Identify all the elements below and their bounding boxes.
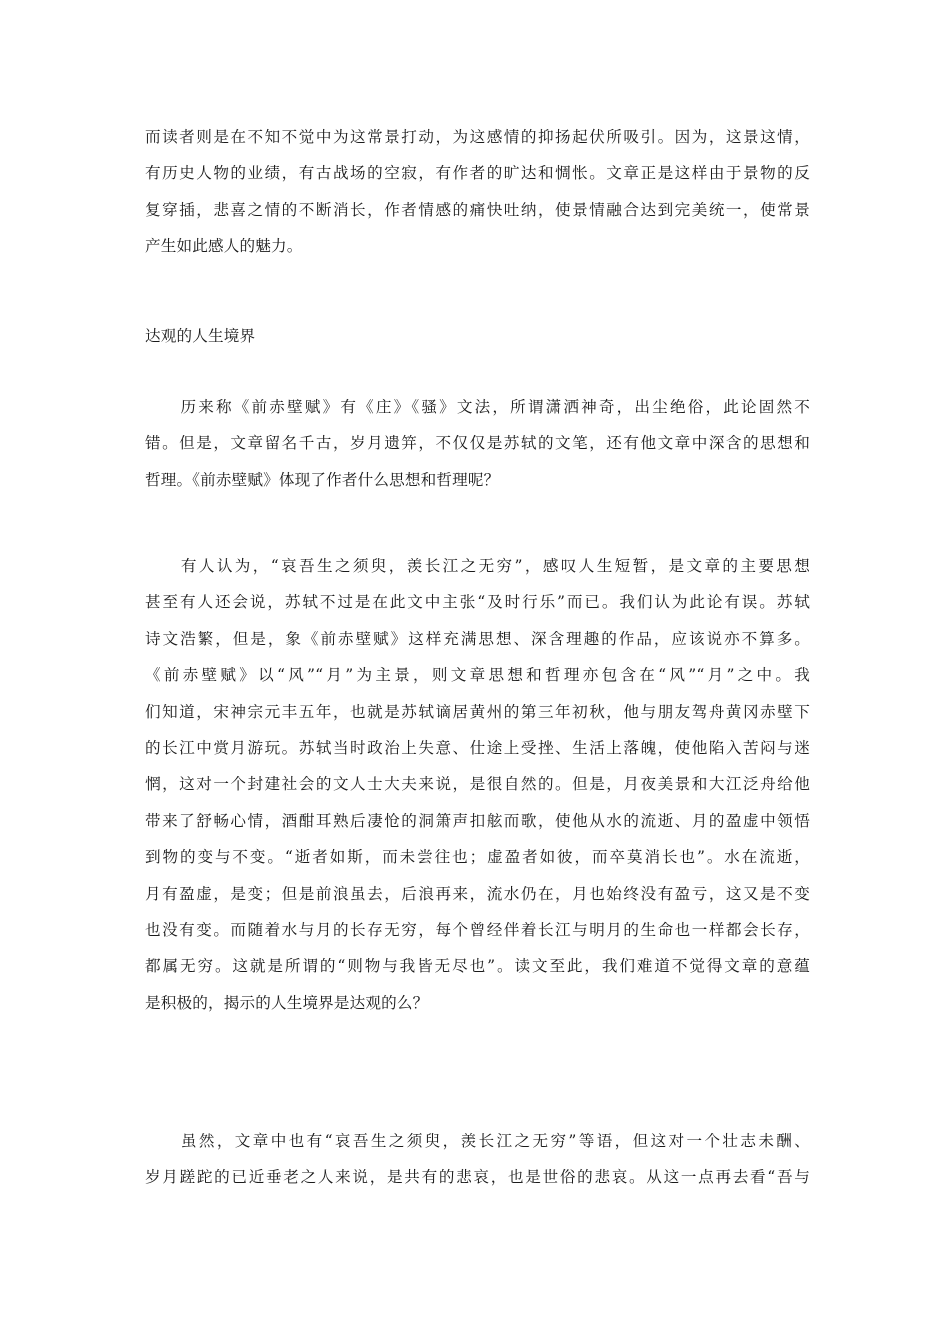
paragraph-line: 的长江中赏月游玩。苏轼当时政治上失意、仕途上受挫、生活上落魄，使他陷入苦闷与迷 — [145, 739, 810, 758]
paragraph-4 — [145, 1123, 810, 1196]
paragraph-line: 复穿插，悲喜之情的不断消长，作者情感的痛快吐纳，使景情融合达到完美统一，使常景 — [145, 200, 810, 219]
paragraph-line: 诗文浩繁，但是，象《前赤壁赋》这样充满思想、深含理趣的作品，应该说亦不算多。 — [145, 629, 810, 648]
paragraph-3 — [145, 548, 810, 1021]
paragraph-line: 而读者则是在不知不觉中为这常景打动，为这感情的抑扬起伏所吸引。因为，这景这情， — [145, 128, 810, 146]
paragraph-line: 带来了舒畅心情，酒酣耳熟后凄怆的洞箫声扣舷而歌，使他从水的流逝、月的盈虚中领悟 — [145, 811, 810, 830]
paragraph-line: 错。但是，文章留名千古，岁月遗笄，不仅仅是苏轼的文笔，还有他文章中深含的思想和 — [145, 434, 810, 453]
paragraph-line: 也没有变。而随着水与月的长存无穷，每个曾经伴着长江与明月的生命也一样都会长存， — [145, 921, 810, 940]
paragraph-line: 哲理。《前赤壁赋》体现了作者什么思想和哲理呢？ — [145, 470, 500, 489]
paragraph-line: 虽然，文章中也有“哀吾生之须臾，羡长江之无穷”等语，但这对一个壮志未酬、 — [145, 1132, 810, 1150]
paragraph-line: 都属无穷。这就是所谓的“则物与我皆无尽也”。读文至此，我们难道不觉得文章的意蕴 — [145, 957, 810, 976]
paragraph-line: 《前赤壁赋》以“风”“月”为主景，则文章思想和哲理亦包含在“风”“月”之中。我 — [145, 666, 810, 685]
paragraph-line: 到物的变与不变。“逝者如斯，而未尝往也；虚盈者如彼，而卒莫消长也”。水在流逝， — [145, 848, 810, 867]
section-heading — [145, 318, 810, 354]
paragraph-line: 产生如此感人的魅力。 — [145, 237, 303, 256]
paragraph-line: 是积极的，揭示的人生境界是达观的么？ — [145, 993, 429, 1012]
paragraph-line: 有历史人物的业绩，有古战场的空寂，有作者的旷达和惆怅。文章正是这样由于景物的反 — [145, 164, 810, 183]
paragraph-line: 月有盈虚，是变；但是前浪虽去，后浪再来，流水仍在，月也始终没有盈亏，这又是不变 — [145, 884, 810, 903]
paragraph-line: 有人认为，“哀吾生之须臾，羡长江之无穷”，感叹人生短暂，是文章的主要思想 — [145, 557, 810, 575]
paragraph-line: 历来称《前赤壁赋》有《庄》《骚》文法，所谓潇洒神奇，出尘绝俗，此论固然不 — [145, 398, 810, 416]
section-heading-text: 达观的人生境界 — [145, 327, 256, 345]
paragraph-line: 甚至有人还会说，苏轼不过是在此文中主张“及时行乐”而已。我们认为此论有误。苏轼 — [145, 593, 810, 612]
paragraph-line: 惘，这对一个封建社会的文人士大夫来说，是很自然的。但是，月夜美景和大江泛舟给他 — [145, 775, 810, 794]
paragraph-line: 们知道，宋神宗元丰五年，也就是苏轼谪居黄州的第三年初秋，他与朋友驾舟黄冈赤壁下 — [145, 702, 810, 721]
paragraph-2 — [145, 389, 810, 498]
paragraph-1 — [145, 119, 810, 265]
paragraph-line: 岁月蹉跎的已近垂老之人来说，是共有的悲哀，也是世俗的悲哀。从这一点再去看“吾与 — [145, 1168, 810, 1187]
